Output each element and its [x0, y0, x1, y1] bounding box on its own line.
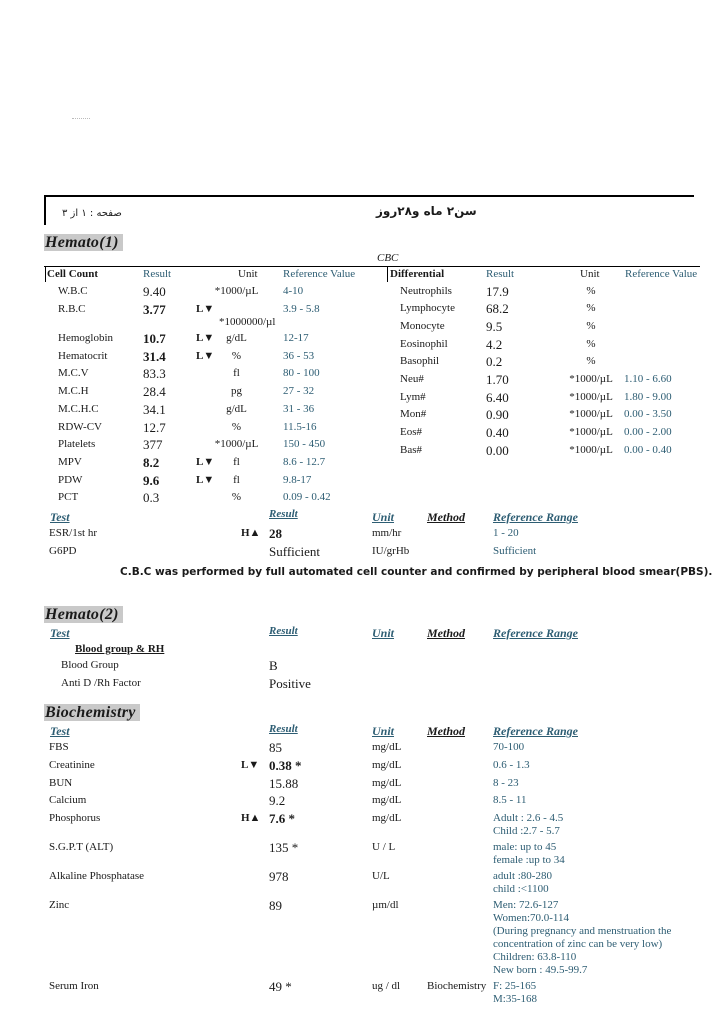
- cbc-flag: L▼: [196, 350, 215, 362]
- cbc-name: MPV: [58, 456, 82, 468]
- cbc-rule: [44, 266, 700, 267]
- test-name: ESR/1st hr: [49, 527, 97, 539]
- test-ref: female :up to 34: [493, 854, 565, 866]
- cbc-unit: g/dL: [226, 332, 247, 344]
- diff-ref: 1.80 - 9.00: [624, 391, 672, 403]
- cbc-name: W.B.C: [58, 285, 88, 297]
- cbc-result: 34.1: [143, 402, 166, 417]
- test-ref: Adult : 2.6 - 4.5: [493, 812, 564, 824]
- cbc-name: PCT: [58, 491, 79, 503]
- cbc-result: 9.40: [143, 284, 166, 299]
- test-name: Blood Group: [61, 659, 119, 671]
- diff-result: 9.5: [486, 319, 503, 334]
- cbc-name: M.C.H.C: [58, 403, 99, 415]
- diff-ref: 0.00 - 2.00: [624, 426, 672, 438]
- test-unit: IU/grHb: [372, 545, 410, 557]
- test-flag: H▲: [241, 527, 261, 539]
- cbc-unit: %: [231, 350, 242, 362]
- diff-unit: *1000/µL: [569, 373, 613, 385]
- test-name: Alkaline Phosphatase: [49, 870, 145, 882]
- h1-hdr-test: Test: [50, 510, 70, 524]
- bio-hdr-method: Method: [427, 724, 466, 738]
- cbc-flag: L▼: [196, 474, 215, 486]
- header-border-top: [44, 195, 694, 197]
- cbc-ref: 27 - 32: [283, 385, 315, 397]
- test-unit: U/L: [372, 870, 390, 882]
- test-ref: 8.5 - 11: [493, 794, 527, 806]
- h1-hdr-unit: Unit: [372, 510, 395, 524]
- h2-hdr-result: Result: [269, 625, 298, 637]
- faint-mark: [72, 118, 90, 122]
- h2-hdr-ref: Reference Range: [493, 626, 578, 640]
- diff-result: 0.90: [486, 407, 509, 422]
- test-ref: Child :2.7 - 5.7: [493, 825, 560, 837]
- test-ref: Sufficient: [493, 545, 537, 557]
- cbc-name: Hematocrit: [58, 350, 108, 362]
- cbc-ref: 12-17: [283, 332, 309, 344]
- header-border-left: [44, 195, 46, 225]
- cbc-name: R.B.C: [58, 303, 86, 315]
- cbc-result: 83.3: [143, 366, 166, 381]
- test-result: B: [269, 658, 278, 673]
- diff-result: 17.9: [486, 284, 509, 299]
- test-ref: 1 - 20: [493, 527, 519, 539]
- diff-unit: *1000/µL: [569, 444, 613, 456]
- test-ref: child :<1100: [493, 883, 549, 895]
- col-result: Result: [143, 268, 172, 280]
- test-name: Zinc: [49, 899, 70, 911]
- diff-unit: *1000/µL: [569, 391, 613, 403]
- test-name: Creatinine: [49, 759, 95, 771]
- h2-hdr-test: Test: [50, 626, 70, 640]
- cbc-result: 3.77: [143, 302, 166, 317]
- diff-name: Eosinophil: [400, 338, 448, 350]
- test-result: 135 *: [269, 840, 299, 855]
- diff-name: Lym#: [400, 391, 426, 403]
- test-result: 7.6 *: [269, 811, 295, 826]
- test-name: FBS: [49, 741, 69, 753]
- test-name: S.G.P.T (ALT): [49, 841, 114, 853]
- diff-name: Eos#: [400, 426, 422, 438]
- cbc-name: RDW-CV: [58, 421, 102, 433]
- diff-unit: %: [586, 285, 596, 297]
- cbc-ref: 9.8-17: [283, 474, 312, 486]
- diff-name: Monocyte: [400, 320, 445, 332]
- test-unit: mg/dL: [372, 741, 402, 753]
- cbc-unit: fl: [233, 474, 240, 486]
- cbc-name: PDW: [58, 474, 83, 486]
- diff-name: Lymphocyte: [400, 302, 455, 314]
- test-flag: L▼: [241, 759, 260, 771]
- cbc-unit: fl: [233, 367, 240, 379]
- diff-ref: 0.00 - 3.50: [624, 408, 672, 420]
- test-ref: 0.6 - 1.3: [493, 759, 530, 771]
- test-result: 85: [269, 740, 282, 755]
- diff-unit: *1000/µL: [569, 426, 613, 438]
- diff-name: Basophil: [400, 355, 440, 367]
- test-ref: 70-100: [493, 741, 525, 753]
- cbc-flag: L▼: [196, 456, 215, 468]
- cbc-result: 9.6: [143, 473, 160, 488]
- patient-age: سن۲ ماه و۲۸روز: [376, 204, 477, 218]
- diff-name: Neutrophils: [400, 285, 452, 297]
- cbc-name: M.C.H: [58, 385, 89, 397]
- diff-unit: %: [586, 338, 596, 350]
- col-cell-count: Cell Count: [47, 268, 99, 280]
- cbc-title: CBC: [377, 252, 399, 264]
- cbc-result: 0.3: [143, 490, 160, 505]
- diff-result: 68.2: [486, 301, 509, 316]
- h2-hdr-method: Method: [427, 626, 466, 640]
- section-hemato1: Hemato(1): [44, 234, 123, 251]
- cbc-unit: *1000000/µl: [219, 316, 276, 328]
- test-name: Anti D /Rh Factor: [61, 677, 141, 689]
- col-diff-ref: Reference Value: [625, 268, 698, 280]
- test-unit: µm/dl: [372, 899, 399, 911]
- diff-result: 4.2: [486, 337, 503, 352]
- diff-unit: *1000/µL: [569, 408, 613, 420]
- test-unit: mg/dL: [372, 777, 402, 789]
- cbc-unit: fl: [233, 456, 240, 468]
- diff-unit: %: [586, 302, 596, 314]
- page-number-label: صفحه : ۱ از ۳: [62, 208, 122, 219]
- section-hemato2: Hemato(2): [44, 606, 123, 623]
- diff-name: Bas#: [400, 444, 422, 456]
- test-result: 89: [269, 898, 282, 913]
- test-unit: mg/dL: [372, 812, 402, 824]
- cbc-note: C.B.C was performed by full automated cell counter and confirmed by peripheral blood smear(PBS).: [120, 566, 713, 578]
- diff-result: 0.40: [486, 425, 509, 440]
- test-ref: Women:70.0-114: [493, 912, 570, 924]
- cbc-unit: *1000/µL: [214, 438, 259, 450]
- cbc-name: M.C.V: [58, 367, 89, 379]
- cbc-unit: %: [231, 421, 242, 433]
- test-unit: ug / dl: [372, 980, 401, 992]
- test-name: Serum Iron: [49, 980, 99, 992]
- test-flag: H▲: [241, 812, 261, 824]
- diff-result: 6.40: [486, 390, 509, 405]
- test-ref: F: 25-165: [493, 980, 537, 992]
- test-result: 978: [269, 869, 289, 884]
- diff-name: Mon#: [400, 408, 427, 420]
- cbc-result: 31.4: [143, 349, 166, 364]
- cbc-flag: L▼: [196, 332, 215, 344]
- test-name: Calcium: [49, 794, 87, 806]
- diff-unit: %: [586, 355, 596, 367]
- cbc-ref: 80 - 100: [283, 367, 320, 379]
- test-result: 15.88: [269, 776, 299, 791]
- test-ref: male: up to 45: [493, 841, 557, 853]
- cbc-result: 8.2: [143, 455, 160, 470]
- test-ref: Men: 72.6-127: [493, 899, 559, 911]
- test-ref: concentration of zinc can be very low): [493, 938, 663, 950]
- h2-hdr-unit: Unit: [372, 626, 395, 640]
- diff-ref: 0.00 - 0.40: [624, 444, 672, 456]
- cbc-ref: 31 - 36: [283, 403, 315, 415]
- test-unit: mm/hr: [372, 527, 402, 539]
- h1-hdr-ref: Reference Range: [493, 510, 578, 524]
- bio-hdr-result: Result: [269, 723, 298, 735]
- cbc-ref: 36 - 53: [283, 350, 315, 362]
- col-diff-vrule: [387, 266, 388, 282]
- test-method: Biochemistry: [427, 980, 487, 992]
- test-name: Phosphorus: [49, 812, 101, 824]
- h1-hdr-method: Method: [427, 510, 466, 524]
- test-result: 9.2: [269, 793, 286, 808]
- section-biochemistry: Biochemistry: [44, 704, 140, 721]
- test-result: Sufficient: [269, 544, 321, 559]
- cbc-result: 377: [143, 437, 163, 452]
- diff-result: 0.2: [486, 354, 503, 369]
- cbc-unit: %: [231, 491, 242, 503]
- test-unit: mg/dL: [372, 794, 402, 806]
- test-result: Positive: [269, 676, 311, 691]
- col-diff-result: Result: [486, 268, 515, 280]
- test-unit: U / L: [372, 841, 396, 853]
- test-ref: (During pregnancy and menstruation the: [493, 925, 672, 937]
- col-ref: Reference Value: [283, 268, 356, 280]
- cbc-ref: 4-10: [283, 285, 304, 297]
- cbc-result: 28.4: [143, 384, 166, 399]
- diff-unit: %: [586, 320, 596, 332]
- cbc-name: Platelets: [58, 438, 96, 450]
- test-ref: New born : 49.5-99.7: [493, 964, 588, 976]
- cbc-result: 12.7: [143, 420, 166, 435]
- cbc-name: Hemoglobin: [58, 332, 113, 344]
- test-name: G6PD: [49, 545, 77, 557]
- cbc-ref: 150 - 450: [283, 438, 326, 450]
- diff-result: 0.00: [486, 443, 509, 458]
- bio-hdr-test: Test: [50, 724, 70, 738]
- test-result: 28: [269, 526, 282, 541]
- blood-group-subheading: Blood group & RH: [75, 643, 165, 655]
- col-diff-unit: Unit: [580, 268, 600, 280]
- cbc-ref: 3.9 - 5.8: [283, 303, 320, 315]
- cbc-result: 10.7: [143, 331, 166, 346]
- diff-name: Neu#: [400, 373, 424, 385]
- diff-ref: 1.10 - 6.60: [624, 373, 672, 385]
- cbc-flag: L▼: [196, 303, 215, 315]
- cbc-unit: pg: [231, 385, 242, 397]
- diff-result: 1.70: [486, 372, 509, 387]
- test-result: 49 *: [269, 979, 292, 994]
- cbc-ref: 8.6 - 12.7: [283, 456, 326, 468]
- cbc-ref: 11.5-16: [283, 421, 317, 433]
- test-result: 0.38 *: [269, 758, 302, 773]
- test-ref: 8 - 23: [493, 777, 519, 789]
- cbc-unit: *1000/µL: [214, 285, 259, 297]
- cbc-unit: g/dL: [226, 403, 247, 415]
- col-unit: Unit: [238, 268, 258, 280]
- bio-hdr-ref: Reference Range: [493, 724, 578, 738]
- h1-hdr-result: Result: [269, 508, 298, 520]
- test-unit: mg/dL: [372, 759, 402, 771]
- test-ref: M:35-168: [493, 993, 537, 1005]
- test-ref: adult :80-280: [493, 870, 552, 882]
- test-name: BUN: [49, 777, 73, 789]
- col-differential: Differential: [390, 268, 445, 280]
- bio-hdr-unit: Unit: [372, 724, 395, 738]
- test-ref: Children: 63.8-110: [493, 951, 577, 963]
- cbc-ref: 0.09 - 0.42: [283, 491, 331, 503]
- col-cell-count-vrule: [45, 266, 46, 282]
